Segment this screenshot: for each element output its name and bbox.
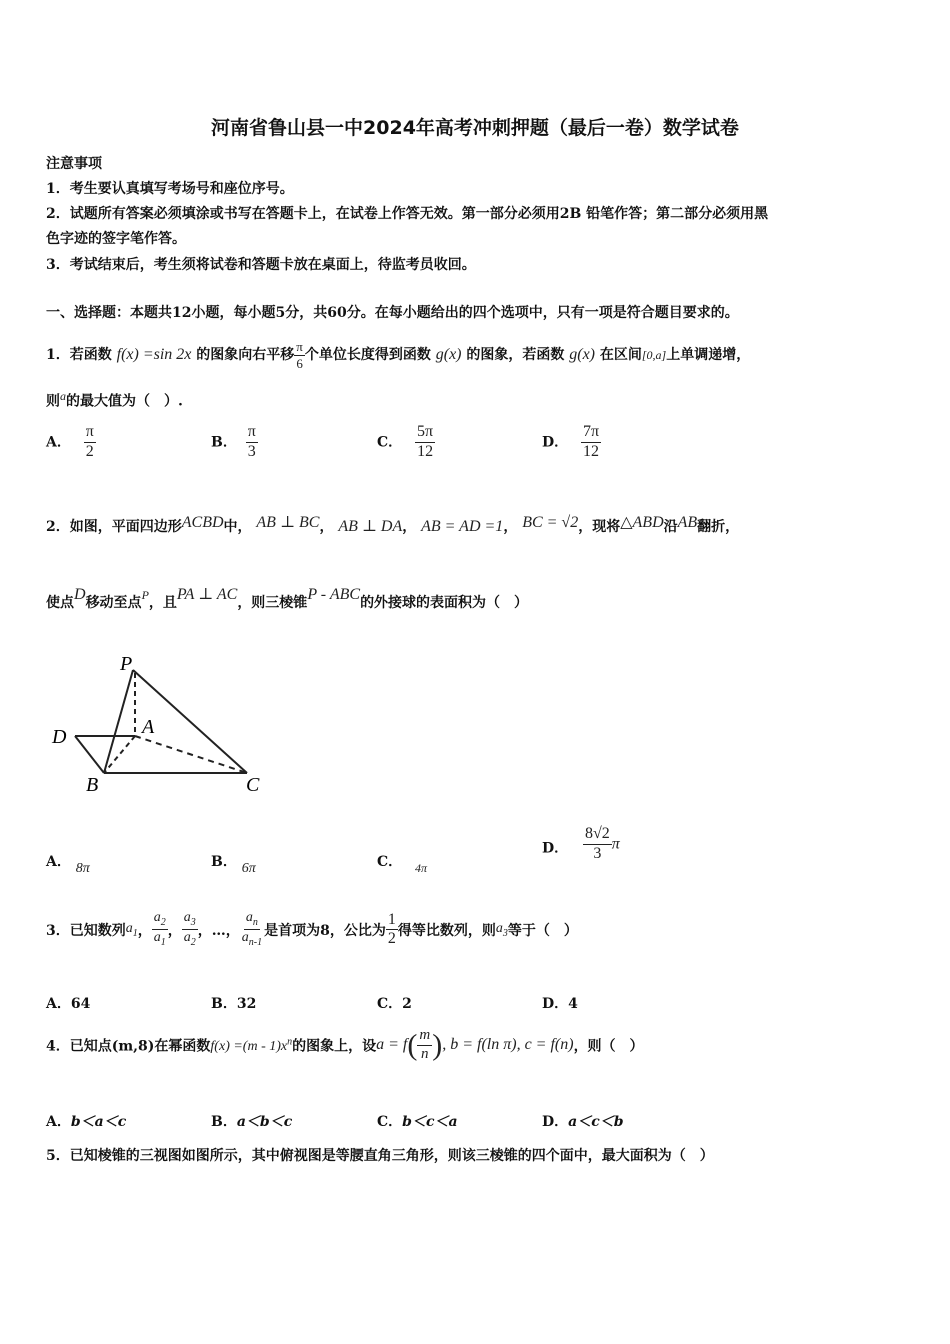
notice-item-2-cont: 色字迹的签字笔作答。 <box>46 231 186 247</box>
q1-option-c: C． $\frac{5\pi}{12}$ <box>377 423 434 460</box>
label-A: A <box>142 716 155 738</box>
label-C: C <box>246 774 260 796</box>
notice-item-3: 3．考试结束后，考生须将试卷和答题卡放在桌面上，待监考员收回。 <box>46 257 476 273</box>
q1-f-expr: f(x) =sin 2x <box>116 346 192 364</box>
q3-ratio: $\frac{1}{2}$ <box>387 910 396 948</box>
q2-option-d: D． $\frac{8√2}{3}$ π <box>542 825 620 862</box>
q2-figure-edges <box>75 670 247 773</box>
edge-DB <box>75 736 104 773</box>
page-title: 河南省鲁山县一中2024年高考冲刺押题（最后一卷）数学试卷 <box>211 117 739 139</box>
q5-line: 5．已知棱锥的三视图如图所示，其中俯视图是等腰直角三角形，则该三棱锥的四个面中，最大面积为（ ） <box>46 1148 714 1164</box>
q1-line2: 则a的最大值为（ ）. <box>46 389 183 410</box>
q4-option-a: A．b＜a＜c <box>46 1114 127 1130</box>
q3-frac-n: $\frac{a_n}{a_{n-1}}$ <box>241 910 263 949</box>
q1-option-d: D． $\frac{7\pi}{12}$ <box>542 423 600 460</box>
q4-line: 4．已知点(m,8)在幂函数$f(x) =(m - 1)x^n$的图象上，设a = f( $\frac{m}{n}$ ), b = f(ln π), c = f(n)，则（ ） <box>46 1027 644 1062</box>
q2-figure <box>40 640 280 800</box>
q2-option-c: C． 4π <box>377 854 428 875</box>
q4-option-c: C．b＜c＜a <box>377 1114 458 1130</box>
edge-PB <box>104 670 133 773</box>
q3-option-c: C．2 <box>377 996 412 1012</box>
edge-AC <box>135 736 247 773</box>
q3-option-b: B．32 <box>211 996 257 1012</box>
q1-g-expr: g(x) <box>435 346 462 364</box>
q3-frac-1: $\frac{a_2}{a_1}$ <box>153 910 166 949</box>
q2-line1: 2．如图，平面四边形ACBD中， AB ⊥ BC， AB ⊥ DA， AB = AD =1， BC = √2，现将△ABD沿AB翻折， <box>46 514 740 535</box>
q1-interval: [0,a] <box>641 348 667 363</box>
q3-option-a: A．64 <box>46 996 91 1012</box>
q1-option-a: A． $\frac{\pi}{2}$ <box>46 423 94 460</box>
q3-option-d: D．4 <box>542 996 578 1012</box>
q2-option-b: B． 6π <box>211 854 256 876</box>
q4-power-func: $f(x) =(m - 1)x^n$ <box>210 1035 293 1054</box>
q1-var-a: a <box>60 389 66 403</box>
notice-item-2: 2．试题所有答案必须填涂或书写在答题卡上，在试卷上作答无效。第一部分必须用2B 铅笔作答；第二部分必须用黑 <box>46 206 769 222</box>
q3-a3: $a_3$ <box>495 920 508 939</box>
q3-line: 3．已知数列$a_1$， $\frac{a_2}{a_1}$ ， $\frac{a_3}{a_2}$ ，…， $\frac{a_n}{a_{n-1}}$ 是首项为8，公比为 $\frac{1}{2}$ 得等比数列，则$a_3$等于（ ） <box>46 910 578 949</box>
q1-line1: 1．若函数 f(x) =sin 2x 的图象向右平移 $\frac{\pi}{6}$ 个单位长度得到函数 g(x) 的图象，若函数 g(x) 在区间[0,a]上单调递增， <box>46 339 751 371</box>
section-heading: 一、选择题：本题共12小题，每小题5分，共60分。在每小题给出的四个选项中，只有一项是符合题目要求的。 <box>46 305 739 321</box>
notice-heading: 注意事项 <box>46 156 102 172</box>
label-D: D <box>52 726 67 748</box>
q4-a-def: a = f( $\frac{m}{n}$ ), b = f(ln π), c = f(n) <box>376 1027 574 1062</box>
q2-option-a: A． 8π <box>46 854 90 876</box>
label-P: P <box>120 653 133 675</box>
q4-option-d: D．a＜c＜b <box>542 1114 624 1130</box>
notice-item-1: 1．考生要认真填写考场号和座位序号。 <box>46 181 294 197</box>
q2-line2: 使点D移动至点P，且PA ⊥ AC，则三棱锥P - ABC的外接球的表面积为（ ） <box>46 586 529 611</box>
q1-shift-frac: $\frac{\pi}{6}$ <box>296 339 303 371</box>
q3-a1: $a_1$ <box>125 920 138 939</box>
q1-g-expr-2: g(x) <box>569 346 596 364</box>
q1-option-b: B． $\frac{\pi}{3}$ <box>211 423 256 460</box>
q4-option-b: B．a＜b＜c <box>211 1114 293 1130</box>
label-B: B <box>86 774 99 796</box>
q3-frac-2: $\frac{a_3}{a_2}$ <box>183 910 196 949</box>
